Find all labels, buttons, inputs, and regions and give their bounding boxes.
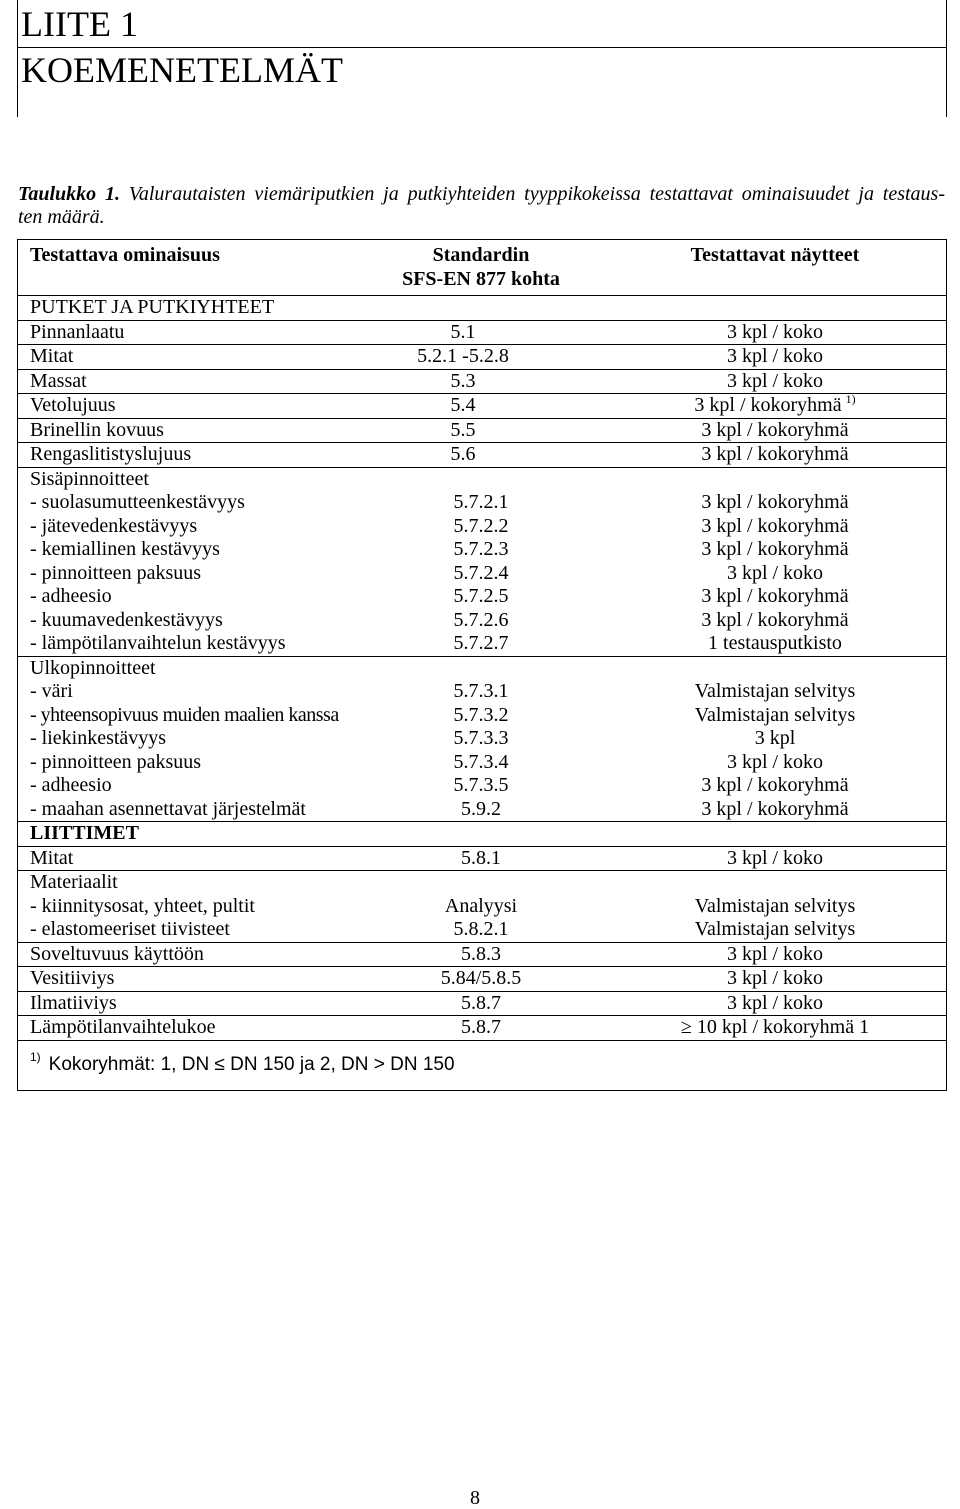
column-header-samples: Testattavat näytteet — [690, 244, 860, 266]
column-header-standard-cell — [358, 244, 604, 291]
samples-cell: 3 kpl / kokoryhmä — [701, 418, 849, 441]
sub-item-property: - adheesio — [30, 585, 112, 607]
table-header-row — [18, 240, 946, 296]
column-header-samples-cell — [604, 244, 946, 291]
group-title: Ulkopinnoitteet — [30, 656, 156, 679]
samples-cell: 3 kpl / koko — [726, 345, 824, 367]
samples-text: 3 kpl / kokoryhmä — [694, 394, 842, 416]
caption-text-continued: ten määrä. — [18, 206, 105, 228]
sub-item-clause: 5.7.2.4 — [453, 561, 509, 584]
footnote — [18, 1041, 946, 1091]
sub-item-samples: 3 kpl / koko — [726, 750, 824, 773]
sub-item-samples: 3 kpl / kokoryhmä — [701, 538, 849, 560]
sub-item-samples: Valmistajan selvitys — [694, 918, 856, 940]
sub-item-clause: 5.7.2.1 — [453, 491, 509, 513]
sub-item-property: - elastomeeriset tiivisteet — [30, 918, 230, 940]
samples-cell: 3 kpl / koko — [726, 846, 824, 869]
samples-cell: 3 kpl / koko — [726, 991, 824, 1014]
sub-item-samples: 3 kpl / kokoryhmä — [701, 514, 849, 537]
sub-item-clause: 5.7.3.1 — [453, 680, 509, 702]
sub-item-clause: 5.7.2.6 — [453, 608, 509, 631]
property-column — [18, 657, 358, 822]
clause-cell: 5.8.1 — [461, 846, 501, 869]
sub-item-samples: 3 kpl / kokoryhmä — [701, 491, 849, 513]
appendix-label: LIITE 1 — [21, 4, 138, 44]
samples-column — [604, 871, 946, 942]
property-cell: Lämpötilanvaihtelukoe — [30, 1016, 216, 1038]
appendix-header — [17, 0, 947, 117]
footnote-row — [18, 1041, 946, 1091]
clause-cell: 5.8.7 — [461, 1016, 501, 1038]
sub-item-clause: 5.7.2.7 — [453, 632, 509, 654]
page-number: 8 — [470, 1487, 480, 1509]
sub-item-property: - pinnoitteen paksuus — [30, 750, 202, 773]
property-cell: Pinnanlaatu — [30, 320, 125, 343]
clause-cell: 5.1 — [450, 320, 476, 343]
property-cell: Vesitiiviys — [30, 967, 115, 989]
sub-item-property: - suolasumutteenkestävyys — [30, 491, 245, 513]
header-divider — [18, 47, 946, 48]
sub-item-samples: Valmistajan selvitys — [694, 894, 856, 917]
sub-item-property: - maahan asennettavat järjestelmät — [30, 797, 306, 820]
property-cell: Soveltuvuus käyttöön — [30, 942, 204, 965]
sub-item-samples: 3 kpl / kokoryhmä — [701, 774, 849, 796]
table-row — [18, 943, 946, 968]
samples-column — [604, 657, 946, 822]
clause-cell: 5.8.7 — [461, 991, 501, 1014]
sub-item-samples: Valmistajan selvitys — [694, 680, 856, 702]
sub-item-property: - väri — [30, 680, 73, 702]
sub-item-clause: Analyysi — [444, 894, 518, 917]
sub-item-property: - pinnoitteen paksuus — [30, 561, 202, 584]
column-header-standard-line2: SFS-EN 877 kohta — [402, 267, 560, 290]
samples-cell: 3 kpl / koko — [726, 967, 824, 989]
sub-item-property: - kemiallinen kestävyys — [30, 538, 220, 560]
spacer — [358, 871, 604, 895]
footnote-text: Kokoryhmät: 1, DN ≤ DN 150 ja 2, DN > DN 150 — [48, 1053, 455, 1075]
sub-item-property: - kiinnitysosat, yhteet, pultit — [30, 894, 255, 917]
sub-item-property: - liekinkestävyys — [30, 727, 167, 749]
table-caption — [18, 183, 945, 229]
sub-item-property: - kuumavedenkestävyys — [30, 608, 223, 631]
sub-item-samples: 3 kpl — [754, 727, 796, 749]
caption-label: Taulukko 1. — [18, 183, 121, 205]
samples-cell: 3 kpl / kokoryhmä — [701, 443, 849, 465]
sub-item-clause: 5.9.2 — [461, 797, 501, 820]
sub-item-samples: 3 kpl / kokoryhmä — [701, 608, 849, 631]
clause-column — [358, 468, 604, 656]
table-row — [18, 370, 946, 395]
table-row-group — [18, 657, 946, 823]
caption-text: Valurautaisten viemäriputkien ja putkiyhteiden tyyppikokeissa testattavat ominaisuudet ja testaus- — [128, 183, 945, 205]
sub-item-clause: 5.7.3.5 — [453, 774, 509, 796]
table-row-group — [18, 468, 946, 657]
section-title: LIITTIMET — [30, 822, 139, 844]
column-header-property: Testattava ominaisuus — [30, 244, 220, 266]
section-title: PUTKET JA PUTKIYHTEET — [30, 296, 275, 318]
group-title: Sisäpinnoitteet — [30, 467, 149, 490]
table-row — [18, 321, 946, 346]
table-row — [18, 419, 946, 444]
footnote-mark: 1) — [30, 1049, 41, 1064]
samples-cell — [604, 394, 946, 418]
appendix-title: KOEMENETELMÄT — [21, 50, 343, 90]
samples-cell: ≥ 10 kpl / kokoryhmä 1 — [680, 1016, 870, 1038]
sub-item-clause: 5.7.3.4 — [453, 750, 509, 773]
sub-item-clause: 5.8.2.1 — [453, 918, 509, 940]
table-row — [18, 345, 946, 370]
clause-cell: 5.84/5.8.5 — [440, 967, 522, 989]
samples-column — [604, 468, 946, 656]
sub-item-clause: 5.7.2.5 — [453, 585, 509, 607]
property-cell: Rengaslitistyslujuus — [30, 443, 192, 465]
property-cell: Vetolujuus — [30, 394, 116, 416]
sub-item-samples: 3 kpl / koko — [726, 561, 824, 584]
table-row — [18, 1016, 946, 1041]
property-column — [18, 468, 358, 656]
spacer — [358, 657, 604, 681]
sub-item-samples: 3 kpl / kokoryhmä — [701, 797, 849, 820]
sub-item-clause: 5.7.2.3 — [453, 538, 509, 560]
property-cell: Ilmatiiviys — [30, 991, 117, 1014]
group-title: Materiaalit — [30, 871, 118, 893]
test-methods-table — [17, 239, 947, 1091]
table-row — [18, 394, 946, 419]
sub-item-clause: 5.7.3.3 — [453, 727, 509, 749]
caption-line — [18, 183, 945, 206]
property-cell: Mitat — [30, 846, 74, 869]
clause-column — [358, 657, 604, 822]
sub-item-clause: 5.7.3.2 — [453, 703, 509, 726]
spacer — [358, 468, 604, 492]
column-header-property-cell — [18, 244, 358, 291]
property-cell: Mitat — [30, 345, 74, 367]
spacer — [604, 657, 946, 681]
clause-column — [358, 871, 604, 942]
spacer — [604, 871, 946, 895]
column-header-standard: Standardin — [432, 244, 530, 266]
table-row — [18, 443, 946, 468]
sub-item-property: - adheesio — [30, 774, 112, 796]
clause-cell: 5.2.1 -5.2.8 — [417, 345, 509, 367]
samples-cell: 3 kpl / koko — [726, 369, 824, 392]
samples-cell: 3 kpl / koko — [726, 942, 824, 965]
sub-item-property: - jätevedenkestävyys — [30, 514, 198, 537]
property-column — [18, 871, 358, 942]
table-row — [18, 992, 946, 1017]
section-row-pipes — [18, 296, 946, 321]
footnote-reference: 1) — [845, 392, 856, 406]
clause-cell: 5.6 — [450, 443, 476, 465]
sub-item-samples: 3 kpl / kokoryhmä — [701, 585, 849, 607]
table-row — [18, 847, 946, 872]
property-cell: Massat — [30, 369, 87, 392]
samples-cell: 3 kpl / koko — [726, 320, 824, 343]
sub-item-property: - lämpötilanvaihtelun kestävyys — [30, 632, 286, 654]
table-row-group — [18, 871, 946, 943]
property-cell: Brinellin kovuus — [30, 418, 164, 441]
table-row — [18, 967, 946, 992]
clause-cell: 5.8.3 — [461, 942, 501, 965]
sub-item-samples: Valmistajan selvitys — [694, 703, 856, 726]
section-row-fittings — [18, 822, 946, 847]
spacer — [604, 468, 946, 492]
clause-cell: 5.3 — [450, 369, 476, 392]
sub-item-samples: 1 testausputkisto — [708, 632, 842, 654]
sub-item-clause: 5.7.2.2 — [453, 514, 509, 537]
clause-cell: 5.4 — [450, 394, 476, 416]
sub-item-property: - yhteensopivuus muiden maalien kanssa — [30, 703, 339, 726]
clause-cell: 5.5 — [450, 418, 476, 441]
